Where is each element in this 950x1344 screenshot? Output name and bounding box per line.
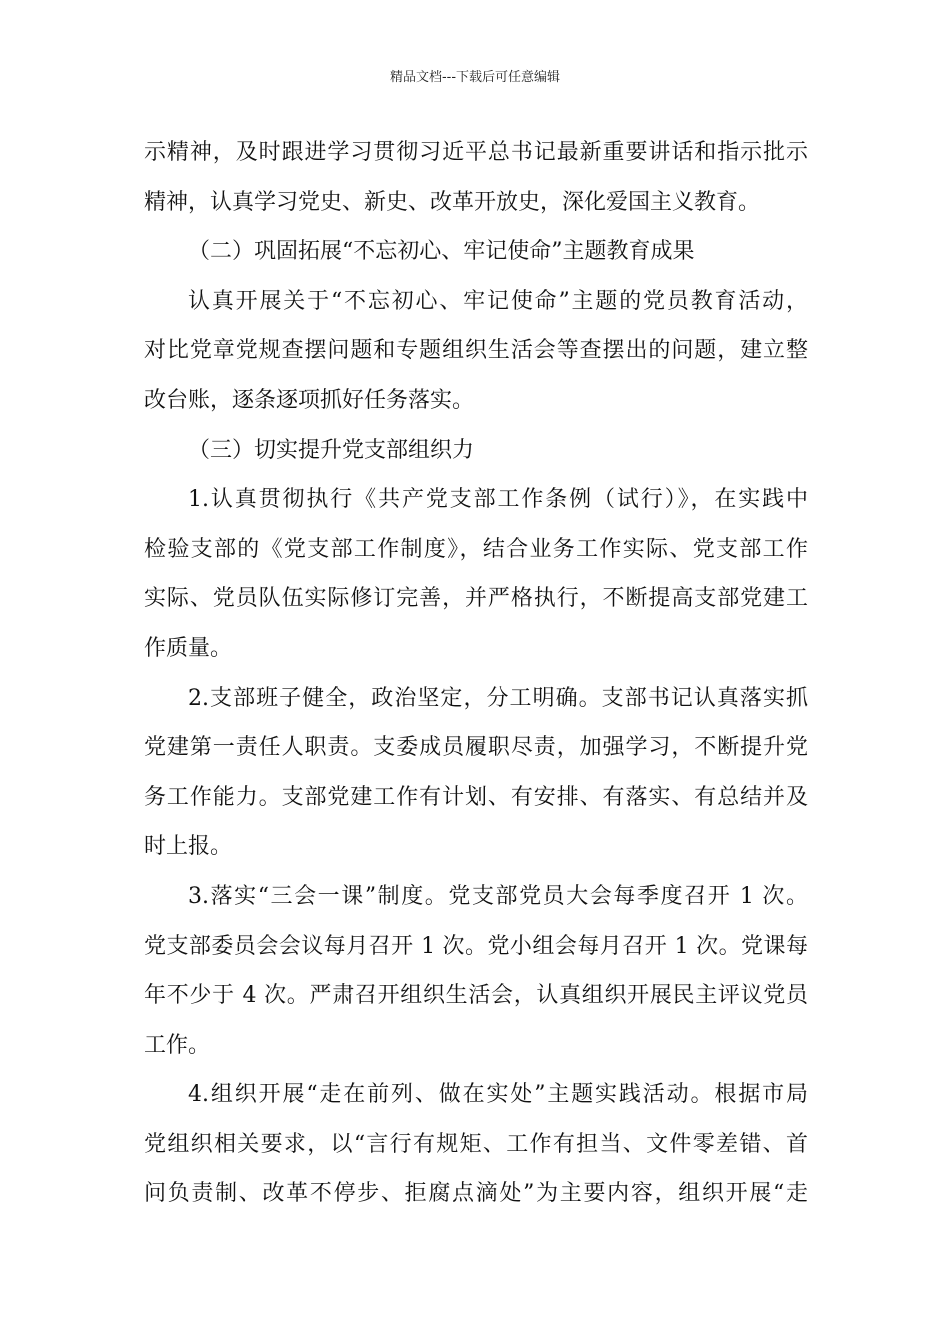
text-line: 认真开展关于“不忘初心、牢记使命”主题的党员教育活动， (188, 288, 808, 314)
text-line: 改台账，逐条逐项抓好任务落实。 (144, 387, 475, 413)
page-header: 精品文档---下载后可任意编辑 (389, 70, 561, 85)
text-line: 4.组织开展“走在前列、做在实处”主题实践活动。根据市局 (188, 1082, 808, 1108)
text-line: 3.落实“三会一课”制度。党支部党员大会每季度召开 1 次。 (188, 883, 808, 909)
text-line: 党支部委员会会议每月召开 1 次。党小组会每月召开 1 次。党课每 (144, 933, 808, 959)
document-body (144, 128, 808, 1219)
text-line: 检验支部的《党支部工作制度》，结合业务工作实际、党支部工作 (144, 536, 808, 562)
text-line: 党组织相关要求，以“言行有规矩、工作有担当、文件零差错、首 (144, 1131, 808, 1157)
text-line: 实际、党员队伍实际修订完善，并严格执行，不断提高支部党建工 (144, 586, 808, 612)
text-line: 时上报。 (144, 834, 233, 860)
text-line: 精神，认真学习党史、新史、改革开放史，深化爱国主义教育。 (144, 189, 761, 215)
text-line: 作质量。 (144, 635, 233, 661)
text-line: 2.支部班子健全，政治坚定，分工明确。支部书记认真落实抓 (188, 685, 808, 711)
text-line: 务工作能力。支部党建工作有计划、有安排、有落实、有总结并及 (144, 784, 808, 810)
text-line: 党建第一责任人职责。支委成员履职尽责，加强学习，不断提升党 (144, 735, 808, 761)
text-line: 示精神，及时跟进学习贯彻习近平总书记最新重要讲话和指示批示 (144, 140, 808, 165)
text-line: 工作。 (144, 1032, 211, 1058)
text-line: 对比党章党规查摆问题和专题组织生活会等查摆出的问题，建立整 (144, 338, 808, 364)
section-heading: （二）巩固拓展“不忘初心、牢记使命”主题教育成果 (188, 239, 695, 265)
text-line: 问负责制、改革不停步、拒腐点滴处”为主要内容，组织开展“走 (144, 1181, 808, 1207)
text-line: 年不少于 4 次。严肃召开组织生活会，认真组织开展民主评议党员 (144, 983, 808, 1009)
section-heading: （三）切实提升党支部组织力 (188, 437, 475, 463)
text-line: 1.认真贯彻执行《共产党支部工作条例（试行）》，在实践中 (188, 487, 808, 513)
